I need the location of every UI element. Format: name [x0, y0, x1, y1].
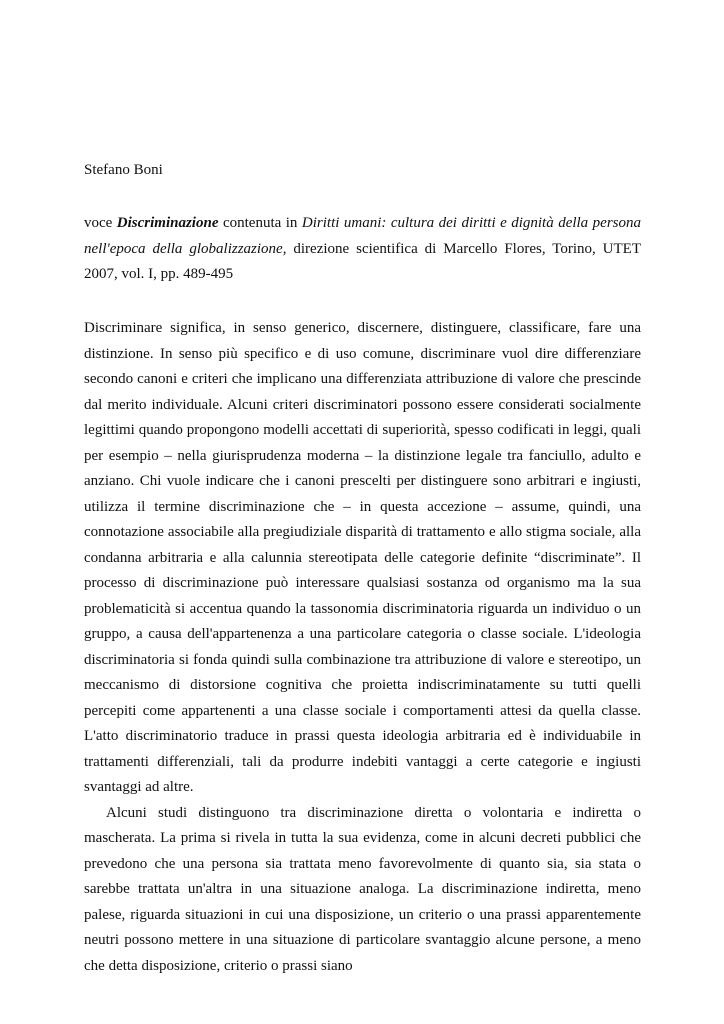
body-text: [84, 316, 641, 979]
citation-work-title: Diritti umani: cultura dei diritti e dignità della persona nell'epoca della globalizzazione: [84, 215, 641, 257]
paragraph: Alcuni studi distinguono tra discriminazione diretta o volontaria e indiretta o mascherata. La prima si rivela in tutta la sua evidenza, come in alcuni decreti pubblici che prevedono che una persona sia trattata meno favorevolmente di quanto sia, sia stata o sarebbe trattata un'altra in una situazione analoga. La discriminazione indiretta, meno palese, riguarda situazioni in cui una disposizione, un criterio o una prassi apparentemente neutri possono mettere in una situazione di particolare svantaggio alcune persone, a meno che detta disposizione, criterio o prassi siano: [84, 804, 641, 974]
paragraph: Discriminare significa, in senso generico, discernere, distinguere, classificare, fare una distinzione. In senso più specifico e di uso comune, discriminare vuol dire differenziare secondo canoni e criteri che implicano una differenziata attribuzione di valore che prescinde dal merito individuale. Alcuni criteri discriminatori possono essere considerati socialmente legittimi quando propongono modelli accettati di superiorità, spesso codificati in leggi, quali per esempio – nella giurisprudenza moderna – la distinzione legale tra fanciullo, adulto e anziano. Chi vuole indicare che i canoni prescelti per distinguere sono arbitrari e ingiusti, utilizza il termine discriminazione che – in questa accezione – assume, quindi, una connotazione associabile alla pregiudiziale disparità di trattamento e allo stigma sociale, alla condanna arbitraria e alla calunnia stereotipata delle categorie definite “discriminate”. Il processo di discriminazione può interessare qualsiasi sostanza od organismo ma la sua problematicità si accentua quando la tassonomia discriminatoria riguarda un individuo o un gruppo, a causa dell'appartenenza a una particolare categoria o classe sociale. L'ideologia discriminatoria si fonda quindi sulla combinazione tra attribuzione di valore e stereotipo, un meccanismo di distorsione cognitiva che proietta indiscriminatamente su tutti quelli percepiti come appartenenti a una classe sociale i comportamenti attesi da quella classe. L'atto discriminatorio traduce in prassi questa ideologia arbitraria ed è individuabile in trattamenti differenziali, tali da produrre indebiti vantaggi a certe categorie e ingiusti svantaggi ad altre.: [84, 320, 641, 795]
author-name: Stefano Boni: [84, 162, 163, 178]
citation-entry: Discriminazione: [116, 215, 219, 231]
citation-mid: contenuta in: [218, 215, 302, 231]
citation-suffix: , direzione scientifica di Marcello Flores, Torino, UTET 2007, vol. I, pp. 489-495: [84, 240, 641, 282]
citation: [84, 211, 641, 288]
citation-prefix: voce: [84, 215, 117, 231]
